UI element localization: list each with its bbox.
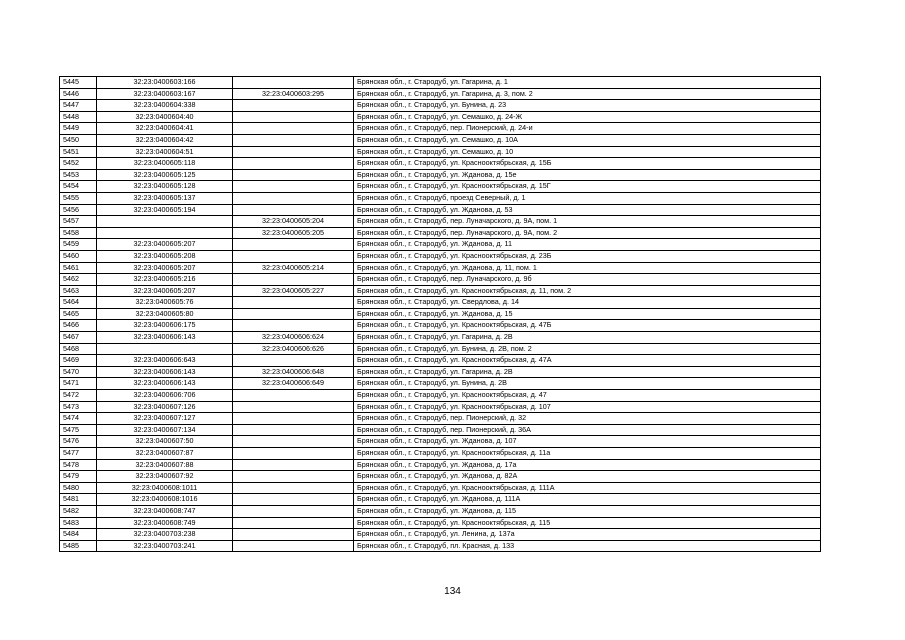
row-number-cell: 5481 bbox=[60, 494, 97, 506]
address-cell: Брянская обл., г. Стародуб, ул. Гагарина, д. 1 bbox=[354, 77, 821, 89]
table-row bbox=[60, 181, 821, 193]
cadastral-number-cell: 32:23:0400606:643 bbox=[97, 355, 233, 367]
table-row bbox=[60, 227, 821, 239]
child-cadastral-number-cell bbox=[233, 390, 354, 402]
table-row bbox=[60, 366, 821, 378]
row-number-cell: 5456 bbox=[60, 204, 97, 216]
row-number-cell: 5445 bbox=[60, 77, 97, 89]
table-row bbox=[60, 471, 821, 483]
registry-table-body bbox=[60, 77, 821, 552]
child-cadastral-number-cell: 32:23:0400605:227 bbox=[233, 285, 354, 297]
child-cadastral-number-cell bbox=[233, 250, 354, 262]
row-number-cell: 5460 bbox=[60, 250, 97, 262]
row-number-cell: 5453 bbox=[60, 169, 97, 181]
table-row bbox=[60, 459, 821, 471]
table-row bbox=[60, 88, 821, 100]
child-cadastral-number-cell bbox=[233, 448, 354, 460]
address-cell: Брянская обл., г. Стародуб, ул. Жданова, д. 53 bbox=[354, 204, 821, 216]
address-cell: Брянская обл., г. Стародуб, ул. Краснооктябрьская, д. 47А bbox=[354, 355, 821, 367]
address-cell: Брянская обл., г. Стародуб, пл. Красная, д. 133 bbox=[354, 540, 821, 552]
row-number-cell: 5448 bbox=[60, 111, 97, 123]
row-number-cell: 5452 bbox=[60, 158, 97, 170]
registry-table bbox=[59, 76, 821, 552]
row-number-cell: 5468 bbox=[60, 343, 97, 355]
address-cell: Брянская обл., г. Стародуб, пер. Пионерский, д. 36А bbox=[354, 424, 821, 436]
address-cell: Брянская обл., г. Стародуб, пер. Луначарского, д. 9б bbox=[354, 274, 821, 286]
row-number-cell: 5462 bbox=[60, 274, 97, 286]
table-row bbox=[60, 123, 821, 135]
address-cell: Брянская обл., г. Стародуб, ул. Жданова, д. 15е bbox=[354, 169, 821, 181]
cadastral-number-cell: 32:23:0400608:1011 bbox=[97, 482, 233, 494]
table-row bbox=[60, 355, 821, 367]
row-number-cell: 5472 bbox=[60, 390, 97, 402]
child-cadastral-number-cell: 32:23:0400606:626 bbox=[233, 343, 354, 355]
child-cadastral-number-cell bbox=[233, 181, 354, 193]
cadastral-number-cell: 32:23:0400606:706 bbox=[97, 390, 233, 402]
child-cadastral-number-cell bbox=[233, 111, 354, 123]
row-number-cell: 5478 bbox=[60, 459, 97, 471]
row-number-cell: 5466 bbox=[60, 320, 97, 332]
child-cadastral-number-cell bbox=[233, 297, 354, 309]
table-row bbox=[60, 192, 821, 204]
address-cell: Брянская обл., г. Стародуб, ул. Жданова, д. 17а bbox=[354, 459, 821, 471]
child-cadastral-number-cell bbox=[233, 192, 354, 204]
cadastral-number-cell: 32:23:0400606:143 bbox=[97, 378, 233, 390]
cadastral-number-cell: 32:23:0400605:216 bbox=[97, 274, 233, 286]
address-cell: Брянская обл., г. Стародуб, ул. Краснооктябрьская, д. 115 bbox=[354, 517, 821, 529]
cadastral-number-cell: 32:23:0400605:207 bbox=[97, 239, 233, 251]
table-row bbox=[60, 401, 821, 413]
address-cell: Брянская обл., г. Стародуб, ул. Семашко, д. 10 bbox=[354, 146, 821, 158]
child-cadastral-number-cell bbox=[233, 482, 354, 494]
child-cadastral-number-cell bbox=[233, 436, 354, 448]
address-cell: Брянская обл., г. Стародуб, ул. Гагарина, д. 2В bbox=[354, 332, 821, 344]
cadastral-number-cell: 32:23:0400605:125 bbox=[97, 169, 233, 181]
row-number-cell: 5477 bbox=[60, 448, 97, 460]
row-number-cell: 5458 bbox=[60, 227, 97, 239]
address-cell: Брянская обл., г. Стародуб, ул. Краснооктябрьская, д. 15Б bbox=[354, 158, 821, 170]
child-cadastral-number-cell bbox=[233, 494, 354, 506]
child-cadastral-number-cell bbox=[233, 505, 354, 517]
row-number-cell: 5469 bbox=[60, 355, 97, 367]
cadastral-number-cell: 32:23:0400604:40 bbox=[97, 111, 233, 123]
row-number-cell: 5450 bbox=[60, 134, 97, 146]
table-row bbox=[60, 494, 821, 506]
address-cell: Брянская обл., г. Стародуб, ул. Бунина, д. 2В, пом. 2 bbox=[354, 343, 821, 355]
cadastral-number-cell: 32:23:0400604:51 bbox=[97, 146, 233, 158]
child-cadastral-number-cell bbox=[233, 459, 354, 471]
cadastral-number-cell: 32:23:0400605:207 bbox=[97, 262, 233, 274]
cadastral-number-cell: 32:23:0400607:50 bbox=[97, 436, 233, 448]
address-cell: Брянская обл., г. Стародуб, ул. Краснооктябрьская, д. 11, пом. 2 bbox=[354, 285, 821, 297]
cadastral-number-cell: 32:23:0400606:143 bbox=[97, 366, 233, 378]
cadastral-number-cell: 32:23:0400703:238 bbox=[97, 529, 233, 541]
row-number-cell: 5463 bbox=[60, 285, 97, 297]
cadastral-number-cell: 32:23:0400604:41 bbox=[97, 123, 233, 135]
table-row bbox=[60, 505, 821, 517]
row-number-cell: 5467 bbox=[60, 332, 97, 344]
cadastral-number-cell: 32:23:0400603:166 bbox=[97, 77, 233, 89]
table-row bbox=[60, 308, 821, 320]
cadastral-number-cell: 32:23:0400605:76 bbox=[97, 297, 233, 309]
row-number-cell: 5451 bbox=[60, 146, 97, 158]
table-row bbox=[60, 413, 821, 425]
cadastral-number-cell: 32:23:0400605:207 bbox=[97, 285, 233, 297]
child-cadastral-number-cell: 32:23:0400605:214 bbox=[233, 262, 354, 274]
cadastral-number-cell bbox=[97, 216, 233, 228]
address-cell: Брянская обл., г. Стародуб, ул. Семашко, д. 24-Ж bbox=[354, 111, 821, 123]
address-cell: Брянская обл., г. Стародуб, ул. Жданова, д. 11 bbox=[354, 239, 821, 251]
cadastral-number-cell: 32:23:0400604:338 bbox=[97, 100, 233, 112]
table-row bbox=[60, 540, 821, 552]
table-row bbox=[60, 250, 821, 262]
row-number-cell: 5471 bbox=[60, 378, 97, 390]
child-cadastral-number-cell bbox=[233, 355, 354, 367]
address-cell: Брянская обл., г. Стародуб, ул. Краснооктябрьская, д. 23Б bbox=[354, 250, 821, 262]
table-row bbox=[60, 320, 821, 332]
row-number-cell: 5474 bbox=[60, 413, 97, 425]
table-row bbox=[60, 134, 821, 146]
address-cell: Брянская обл., г. Стародуб, проезд Северный, д. 1 bbox=[354, 192, 821, 204]
table-row bbox=[60, 274, 821, 286]
address-cell: Брянская обл., г. Стародуб, ул. Бунина, д. 2В bbox=[354, 378, 821, 390]
child-cadastral-number-cell: 32:23:0400603:295 bbox=[233, 88, 354, 100]
child-cadastral-number-cell bbox=[233, 274, 354, 286]
table-row bbox=[60, 169, 821, 181]
child-cadastral-number-cell bbox=[233, 239, 354, 251]
address-cell: Брянская обл., г. Стародуб, ул. Жданова, д. 107 bbox=[354, 436, 821, 448]
cadastral-number-cell: 32:23:0400605:80 bbox=[97, 308, 233, 320]
table-row bbox=[60, 529, 821, 541]
cadastral-number-cell: 32:23:0400606:143 bbox=[97, 332, 233, 344]
address-cell: Брянская обл., г. Стародуб, ул. Семашко, д. 10А bbox=[354, 134, 821, 146]
address-cell: Брянская обл., г. Стародуб, ул. Жданова, д. 82А bbox=[354, 471, 821, 483]
row-number-cell: 5464 bbox=[60, 297, 97, 309]
address-cell: Брянская обл., г. Стародуб, ул. Жданова, д. 15 bbox=[354, 308, 821, 320]
row-number-cell: 5470 bbox=[60, 366, 97, 378]
address-cell: Брянская обл., г. Стародуб, ул. Ленина, д. 137а bbox=[354, 529, 821, 541]
row-number-cell: 5484 bbox=[60, 529, 97, 541]
table-row bbox=[60, 239, 821, 251]
address-cell: Брянская обл., г. Стародуб, ул. Гагарина, д. 3, пом. 2 bbox=[354, 88, 821, 100]
child-cadastral-number-cell bbox=[233, 401, 354, 413]
cadastral-number-cell bbox=[97, 227, 233, 239]
table-row bbox=[60, 204, 821, 216]
address-cell: Брянская обл., г. Стародуб, пер. Луначарского, д. 9А, пом. 1 bbox=[354, 216, 821, 228]
address-cell: Брянская обл., г. Стародуб, ул. Краснооктябрьская, д. 111А bbox=[354, 482, 821, 494]
table-row bbox=[60, 100, 821, 112]
child-cadastral-number-cell: 32:23:0400606:624 bbox=[233, 332, 354, 344]
address-cell: Брянская обл., г. Стародуб, ул. Краснооктябрьская, д. 47 bbox=[354, 390, 821, 402]
table-row bbox=[60, 378, 821, 390]
cadastral-number-cell: 32:23:0400607:134 bbox=[97, 424, 233, 436]
row-number-cell: 5447 bbox=[60, 100, 97, 112]
child-cadastral-number-cell bbox=[233, 413, 354, 425]
row-number-cell: 5446 bbox=[60, 88, 97, 100]
row-number-cell: 5473 bbox=[60, 401, 97, 413]
child-cadastral-number-cell bbox=[233, 146, 354, 158]
row-number-cell: 5476 bbox=[60, 436, 97, 448]
row-number-cell: 5465 bbox=[60, 308, 97, 320]
row-number-cell: 5457 bbox=[60, 216, 97, 228]
table-row bbox=[60, 343, 821, 355]
table-row bbox=[60, 436, 821, 448]
row-number-cell: 5475 bbox=[60, 424, 97, 436]
page-number: 134 bbox=[444, 586, 461, 597]
child-cadastral-number-cell bbox=[233, 320, 354, 332]
row-number-cell: 5480 bbox=[60, 482, 97, 494]
table-row bbox=[60, 77, 821, 89]
child-cadastral-number-cell bbox=[233, 424, 354, 436]
cadastral-number-cell: 32:23:0400607:87 bbox=[97, 448, 233, 460]
row-number-cell: 5459 bbox=[60, 239, 97, 251]
address-cell: Брянская обл., г. Стародуб, пер. Пионерский, д. 32 bbox=[354, 413, 821, 425]
cadastral-number-cell: 32:23:0400605:208 bbox=[97, 250, 233, 262]
child-cadastral-number-cell: 32:23:0400605:205 bbox=[233, 227, 354, 239]
table-row bbox=[60, 262, 821, 274]
address-cell: Брянская обл., г. Стародуб, ул. Краснооктябрьская, д. 11а bbox=[354, 448, 821, 460]
row-number-cell: 5485 bbox=[60, 540, 97, 552]
cadastral-number-cell: 32:23:0400703:241 bbox=[97, 540, 233, 552]
cadastral-number-cell: 32:23:0400605:137 bbox=[97, 192, 233, 204]
cadastral-number-cell: 32:23:0400605:118 bbox=[97, 158, 233, 170]
table-row bbox=[60, 482, 821, 494]
address-cell: Брянская обл., г. Стародуб, ул. Жданова, д. 11, пом. 1 bbox=[354, 262, 821, 274]
child-cadastral-number-cell bbox=[233, 158, 354, 170]
child-cadastral-number-cell bbox=[233, 471, 354, 483]
address-cell: Брянская обл., г. Стародуб, ул. Бунина, д. 23 bbox=[354, 100, 821, 112]
address-cell: Брянская обл., г. Стародуб, пер. Луначарского, д. 9А, пом. 2 bbox=[354, 227, 821, 239]
child-cadastral-number-cell bbox=[233, 308, 354, 320]
row-number-cell: 5461 bbox=[60, 262, 97, 274]
child-cadastral-number-cell: 32:23:0400606:648 bbox=[233, 366, 354, 378]
cadastral-number-cell: 32:23:0400608:1016 bbox=[97, 494, 233, 506]
cadastral-number-cell: 32:23:0400607:92 bbox=[97, 471, 233, 483]
child-cadastral-number-cell bbox=[233, 517, 354, 529]
cadastral-number-cell: 32:23:0400605:128 bbox=[97, 181, 233, 193]
address-cell: Брянская обл., г. Стародуб, ул. Краснооктябрьская, д. 47Б bbox=[354, 320, 821, 332]
address-cell: Брянская обл., г. Стародуб, ул. Свердлова, д. 14 bbox=[354, 297, 821, 309]
table-row bbox=[60, 424, 821, 436]
table-row bbox=[60, 332, 821, 344]
child-cadastral-number-cell bbox=[233, 169, 354, 181]
table-row bbox=[60, 517, 821, 529]
cadastral-number-cell: 32:23:0400608:747 bbox=[97, 505, 233, 517]
row-number-cell: 5479 bbox=[60, 471, 97, 483]
table-row bbox=[60, 216, 821, 228]
table-row bbox=[60, 390, 821, 402]
row-number-cell: 5454 bbox=[60, 181, 97, 193]
cadastral-number-cell: 32:23:0400606:175 bbox=[97, 320, 233, 332]
child-cadastral-number-cell: 32:23:0400606:649 bbox=[233, 378, 354, 390]
address-cell: Брянская обл., г. Стародуб, ул. Краснооктябрьская, д. 15Г bbox=[354, 181, 821, 193]
child-cadastral-number-cell bbox=[233, 100, 354, 112]
cadastral-number-cell bbox=[97, 343, 233, 355]
cadastral-number-cell: 32:23:0400607:127 bbox=[97, 413, 233, 425]
table-row bbox=[60, 158, 821, 170]
child-cadastral-number-cell bbox=[233, 529, 354, 541]
address-cell: Брянская обл., г. Стародуб, ул. Гагарина, д. 2В bbox=[354, 366, 821, 378]
table-row bbox=[60, 448, 821, 460]
cadastral-number-cell: 32:23:0400607:88 bbox=[97, 459, 233, 471]
address-cell: Брянская обл., г. Стародуб, ул. Краснооктябрьская, д. 107 bbox=[354, 401, 821, 413]
address-cell: Брянская обл., г. Стародуб, ул. Жданова, д. 115 bbox=[354, 505, 821, 517]
table-row bbox=[60, 285, 821, 297]
address-cell: Брянская обл., г. Стародуб, пер. Пионерский, д. 24-и bbox=[354, 123, 821, 135]
row-number-cell: 5455 bbox=[60, 192, 97, 204]
child-cadastral-number-cell bbox=[233, 123, 354, 135]
child-cadastral-number-cell bbox=[233, 77, 354, 89]
cadastral-number-cell: 32:23:0400604:42 bbox=[97, 134, 233, 146]
address-cell: Брянская обл., г. Стародуб, ул. Жданова, д. 111А bbox=[354, 494, 821, 506]
table-row bbox=[60, 297, 821, 309]
child-cadastral-number-cell bbox=[233, 204, 354, 216]
cadastral-number-cell: 32:23:0400605:194 bbox=[97, 204, 233, 216]
row-number-cell: 5483 bbox=[60, 517, 97, 529]
cadastral-number-cell: 32:23:0400608:749 bbox=[97, 517, 233, 529]
row-number-cell: 5482 bbox=[60, 505, 97, 517]
table-row bbox=[60, 111, 821, 123]
child-cadastral-number-cell: 32:23:0400605:204 bbox=[233, 216, 354, 228]
table-row bbox=[60, 146, 821, 158]
cadastral-number-cell: 32:23:0400607:126 bbox=[97, 401, 233, 413]
cadastral-number-cell: 32:23:0400603:167 bbox=[97, 88, 233, 100]
row-number-cell: 5449 bbox=[60, 123, 97, 135]
child-cadastral-number-cell bbox=[233, 540, 354, 552]
child-cadastral-number-cell bbox=[233, 134, 354, 146]
